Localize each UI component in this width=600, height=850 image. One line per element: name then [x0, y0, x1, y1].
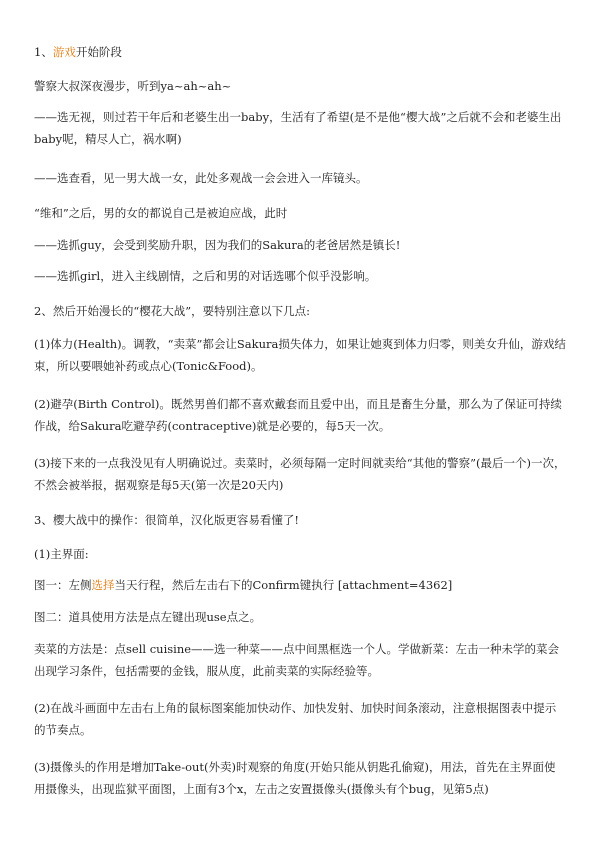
- paragraph: ——选抓girl，进入主线剧情，之后和男的对话选哪个似乎没影响。: [34, 269, 377, 283]
- paragraph: (3)接下来的一点我没见有人明确说过。卖菜时，必须每隔一定时间就卖给“其他的警察”(最后一个)一次，不然会被举报，据观察是每5天(第一次是20天内): [34, 456, 566, 492]
- section-1-heading: [34, 44, 566, 60]
- paragraph: (3)摄像头的作用是增加Take-out(外卖)时观察的角度(开始只能从钥匙孔偷窥)，用法，首先在主界面使用摄像头，出现监狱平面图，上面有3个x，左击之安置摄像头(摄像头有个bug，见第5点): [34, 760, 556, 796]
- paragraph: (1)体力(Health)。调教，“卖菜”都会让Sakura损失体力，如果让她爽到体力归零，则美女升仙，游戏结束，所以要喂她补药或点心(Tonic&Food)。: [34, 337, 566, 373]
- paragraph: ——选抓guy，会受到奖励升职，因为我们的Sakura的老爸居然是镇长!: [34, 238, 401, 252]
- paragraph: 警察大叔深夜漫步，听到ya~ah~ah~: [34, 79, 232, 93]
- paragraph: ——选查看，见一男大战一女，此处多观战一会会进入一库镜头。: [34, 171, 368, 185]
- section-2-heading: 2、然后开始漫长的“樱花大战”，要特别注意以下几点:: [34, 304, 310, 318]
- paragraph: ——选无视，则过若干年后和老婆生出一baby，生活有了希望(是不是他“樱大战”之后就不会和老婆生出baby呢，精尽人亡，祸水啊): [34, 110, 562, 146]
- section-3-heading: 3、樱大战中的操作：很简单，汉化版更容易看懂了!: [34, 513, 299, 527]
- paragraph: 卖菜的方法是：点sell cuisine——选一种菜——点中间黑框选一个人。学做新菜：左击一种未学的菜会出现学习条件，包括需要的金钱，服从度，此前卖菜的实际经验等。: [34, 642, 560, 678]
- figure-1-prefix: 图一：左侧: [34, 578, 92, 592]
- paragraph: (2)在战斗画面中左击右上角的鼠标图案能加快动作、加快发射、加快时间条滚动，注意根据图表中提示的节奏点。: [34, 701, 557, 737]
- figure-1-suffix: 当天行程，然后左击右下的Confirm键执行 [attachment=4362]: [114, 578, 453, 592]
- figure-2-caption: 图二：道具使用方法是点左键出现use点之。: [34, 610, 262, 624]
- figure-1-caption: [34, 577, 566, 593]
- section-1-number: 1、: [34, 45, 53, 59]
- game-link[interactable]: 游戏: [52, 45, 76, 59]
- paragraph: “维和”之后，男的女的都说自己是被迫应战，此时: [34, 206, 288, 220]
- paragraph: (2)避孕(Birth Control)。既然男兽们都不喜欢戴套而且爱中出，而且是畜生分量，那么为了保证可持续作战，给Sakura吃避孕药(contraceptive)就是必要的，每5天一次。: [34, 397, 562, 433]
- subsection-heading: (1)主界面:: [34, 547, 89, 561]
- select-link[interactable]: 选择: [91, 578, 115, 592]
- section-1-title: 开始阶段: [75, 45, 122, 59]
